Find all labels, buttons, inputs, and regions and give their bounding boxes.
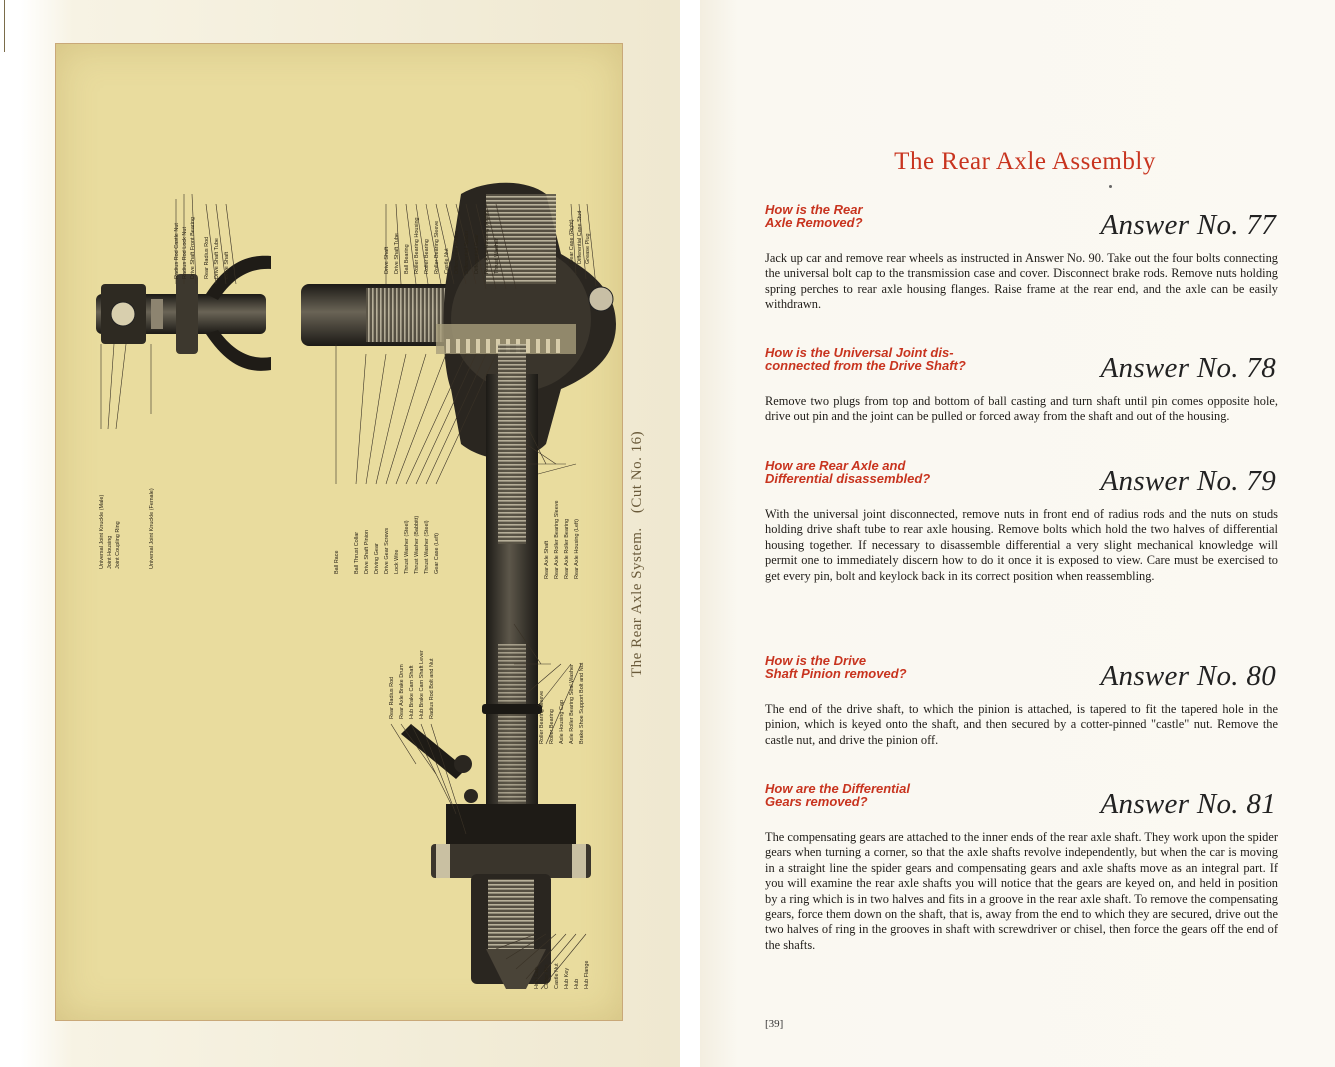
question-line: Differential disassembled? <box>765 471 931 486</box>
label-differential-pinion: Differential Pinion <box>454 230 460 274</box>
label-hub-flange: Hub Flange <box>584 960 590 989</box>
label-gear-case-left: Gear Case (Left) <box>434 533 440 574</box>
label-thrust-washer: Thrust Washer <box>494 238 500 274</box>
page-title: The Rear Axle Assembly <box>894 148 1156 175</box>
label-rear-axle-shaft: Rear Axle Shaft <box>544 540 550 579</box>
question-line: How are the Differential <box>765 781 910 796</box>
caption-cut-number: (Cut No. 16) <box>629 430 645 514</box>
label-joint-housing: Joint Housing <box>107 535 113 569</box>
label-drive-shaft: Drive Shaft <box>384 246 390 274</box>
answer-number-label: Answer No. 79 <box>1100 465 1276 497</box>
rear-axle-illustration <box>56 44 622 1020</box>
title-ornament-dot <box>1109 185 1112 188</box>
label-ball-race: Ball Race <box>334 550 340 574</box>
label-rear-axle-roller-bearing-sleeve: Rear Axle Roller Bearing Sleeve <box>554 500 560 579</box>
label-drive-gear-screws: Drive Gear Screws <box>384 527 390 574</box>
answer-number-label: Answer No. 81 <box>1100 788 1276 820</box>
label-ball-bearing: Ball Bearing <box>404 244 410 274</box>
label-radius-rod-bolt-and-nut: Radius Rod Bolt and Nut <box>429 658 435 719</box>
question-line: How are Rear Axle and <box>765 458 906 473</box>
label-driving-gear: Driving Gear <box>374 543 380 574</box>
label-universal-joint-knuckle-male: Universal Joint Knuckle (Male) <box>99 494 105 569</box>
answer-body: The compensating gears are attached to the inner ends of the rear axle shaft. They work upon the spider gears when turning a corner, so that the axle shafts revolve independently, but when the car is moving in a straight line the spider gears and compensating gears and axle shafts move as an integral part. If you will examine the rear axle shafts you will notice that the gears are keyed on, and held in position by a ring which is in two halves and fits in a groove in the rear axle shaft. To remove the compensating gears, force them down on the shaft, that is, away from the end to which they are secured, drive out the two halves of ring in the grooves in shaft with screwdriver or chisel, then force the gears off the end of the shafts. <box>765 830 1278 952</box>
page-number: [39] <box>765 1018 784 1030</box>
qa-section-79 <box>765 459 1278 584</box>
label-roller-bearing-sleeve-2: Roller Bearing Sleeve <box>539 690 545 744</box>
label-hub-brake-cam-shaft-lever: Hub Brake Cam Shaft Lever <box>419 650 425 719</box>
label-hub-cap: Hub Cap <box>534 967 540 989</box>
label-thrust-washer-steel: Thrust Washer (Steel) <box>404 520 410 574</box>
label-axle-housing-cap: Axle Housing Cap <box>559 699 565 744</box>
label-cotter-pin: Cotter Pin <box>544 964 550 989</box>
question-line: Axle Removed? <box>765 215 863 230</box>
label-rear-axle-housing-right: Rear Axle Housing (Right) <box>484 210 490 274</box>
question-line: connected from the Drive Shaft? <box>765 358 966 373</box>
label-joint-coupling-ring: Joint Coupling Ring <box>115 521 121 569</box>
rear-axle-illustration-plate <box>55 43 623 1021</box>
label-hub: Hub <box>574 978 580 989</box>
caption-title: The Rear Axle System. <box>629 527 645 677</box>
label-rear-axle-housing-left: Rear Axle Housing (Left) <box>574 519 580 579</box>
label-differential-gear: Differential Gear <box>474 234 480 274</box>
label-rear-axle-roller-bearing: Rear Axle Roller Bearing <box>564 518 570 579</box>
question-line: How is the Universal Joint dis- <box>765 345 954 360</box>
answer-body: With the universal joint disconnected, remove nuts in front end of radius rods and the nuts on studs holding drive shaft tube to rear axle housing. Remove bolts which hold the two halves of differential housing together. If necessary to disassemble differential a very slight mechanical knowledge will permit one to immediately discern how to do it once it is exposed to view. Care must be exercised to get every pin, bolt and keylock back in its correct position when reassembling. <box>765 507 1278 583</box>
label-thrust-washer-babbitt: Thrust Washer (Babbitt) <box>414 515 420 574</box>
label-differential-case-stud: Differential Case Stud <box>577 210 583 264</box>
question-heading <box>765 654 1065 680</box>
qa-section-81 <box>765 782 1278 953</box>
question-line: How is the Rear <box>765 202 863 217</box>
label-radius-rod-castle-nut: Radius Rod Castle Nut <box>174 223 180 279</box>
label-radius-rod-lock-nut: Radius Rod Lock Nut <box>182 227 188 279</box>
label-lock-wire: Lock Wire <box>394 549 400 574</box>
figure-caption <box>615 394 653 684</box>
label-hub-key: Hub Key <box>564 967 570 989</box>
label-drive-shaft: Drive Shaft <box>224 251 230 279</box>
label-castle-nut-2: Castle Nut <box>554 963 560 989</box>
label-gear-case-right: Gear Case (Right) <box>569 219 575 264</box>
label-rear-radius-rod-2: Rear Radius Rod <box>389 676 395 719</box>
label-drive-shaft-pinion: Drive Shaft Pinion <box>364 529 370 574</box>
label-grease-plug: Grease Plug <box>585 233 591 264</box>
label-ball-thrust-collar: Ball Thrust Collar <box>354 531 360 574</box>
rear-axle-assembly <box>301 183 616 989</box>
svg-text:The Rear Axle System. (C <box>629 431 645 677</box>
label-drive-shaft-tube: Drive Shaft Tube <box>394 233 400 274</box>
label-rear-radius-rod: Rear Radius Rod <box>204 236 210 279</box>
question-heading <box>765 203 1065 229</box>
question-line: Shaft Pinion removed? <box>765 666 907 681</box>
label-castle-nut: Castle Nut <box>444 248 450 274</box>
answer-body: Remove two plugs from top and bottom of ball casting and turn shaft until pin comes opposite hole, drive out pin and the joint can be pulled or forced away from the shaft and out of the housing. <box>765 394 1278 424</box>
label-hub-brake-cam-shaft: Hub Brake Cam Shaft <box>409 665 415 719</box>
answer-body: Jack up car and remove rear wheels as instructed in Answer No. 90. Take out the four bolts connecting the universal bolt cap to the transmission case and cover. Disconnect brake rods. Remove nuts holding spring perches to rear axle housing flanges. Raise frame at the rear end, and the axle can be easily withdrawn. <box>765 251 1278 312</box>
label-roller-bearing: Roller Bearing <box>424 239 430 274</box>
label-rear-axle-brake-drum: Rear Axle Brake Drum <box>399 664 405 719</box>
label-roller-bearing-housing: Roller Bearing Housing <box>414 217 420 274</box>
qa-section-77 <box>765 203 1278 313</box>
label-differential-spider: Differential Spider <box>464 230 470 274</box>
qa-section-78 <box>765 346 1278 425</box>
question-heading <box>765 782 1065 808</box>
label-axle-roller-bearing-seal-washer: Axle Roller Bearing Seal Washer <box>569 664 575 744</box>
qa-section-80 <box>765 654 1278 748</box>
answer-number-label: Answer No. 78 <box>1100 352 1276 384</box>
label-brake-shoe-support-bolt-and-nut: Brake Shoe Support Bolt and Nut <box>579 662 585 744</box>
label-drive-shaft-front-bearing: Drive Shaft Front Bearing <box>190 216 196 279</box>
answer-number-label: Answer No. 77 <box>1100 209 1276 241</box>
answer-number-label: Answer No. 80 <box>1100 660 1276 692</box>
question-line: How is the Drive <box>765 653 867 668</box>
label-roller-bearing-sleeve: Roller Bearing Sleeve <box>434 220 440 274</box>
question-line: Gears removed? <box>765 794 868 809</box>
question-heading <box>765 346 1065 372</box>
scan-edge-mark <box>4 0 5 52</box>
answer-body: The end of the drive shaft, to which the pinion is attached, is tapered to fit the tapered hole in the pinion, which is keyed onto the shaft, and then secured by a cotter-pinned "castle" nut. Remove the castle nut, and drive the pinion off. <box>765 702 1278 747</box>
label-universal-joint-knuckle-female: Universal Joint Knuckle (Female) <box>149 488 155 569</box>
label-roller-bearing-2: Roller Bearing <box>549 709 555 744</box>
label-thrust-washer-steel-2: Thrust Washer (Steel) <box>424 520 430 574</box>
question-heading <box>765 459 1065 485</box>
label-drive-shaft-tube: Drive Shaft Tube <box>214 238 220 279</box>
